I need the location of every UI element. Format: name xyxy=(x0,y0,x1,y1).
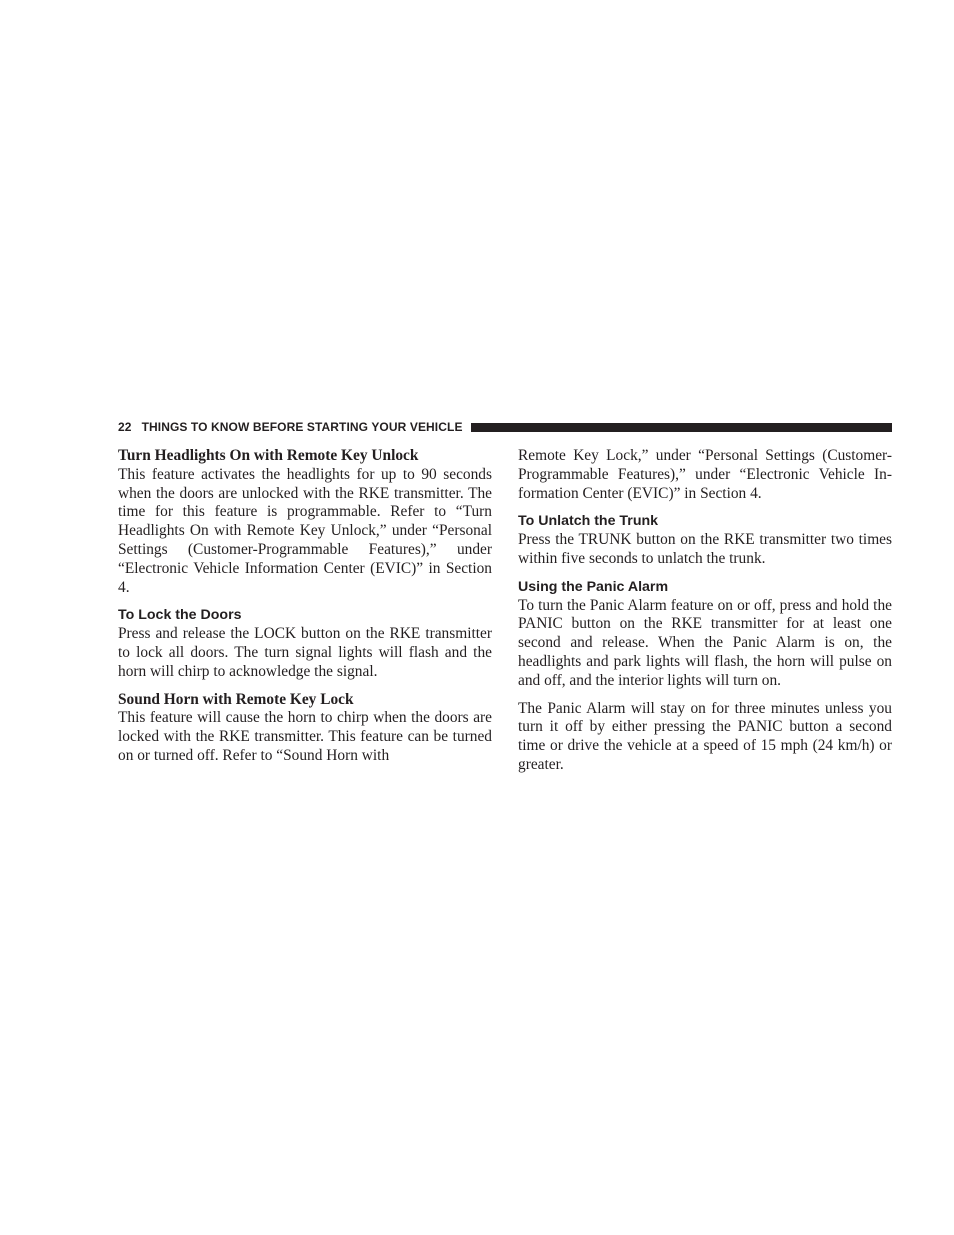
section-heading-panic-alarm: Using the Panic Alarm xyxy=(518,578,669,595)
paragraph-headlights: This feature activates the headlights for up to 90 seconds when the doors are unlocked with the RKE transmitter. The time for this feature is programmable. Refer to “Turn Headlights On with Remote Key Unlock,” under “Personal Settings (Customer-Programmable Features),” under “Electronic Vehicle Information Center (EVIC)” in Section 4. xyxy=(118,465,492,596)
left-column xyxy=(118,447,492,766)
paragraph-sound-horn: This feature will cause the horn to chirp when the doors are locked with the RKE transmitter. This feature can be turned on or turned off. Refer to “Sound Horn with xyxy=(118,709,492,764)
paragraph-panic-alarm-1: To turn the Panic Alarm feature on or off, press and hold the PANIC button on the RKE transmitter for at least one second and release. When the Panic Alarm is on, the headlights and park lights will flash, the horn will pulse on and off, and the interior lights will turn on. xyxy=(518,596,892,689)
right-column xyxy=(518,447,892,775)
header-rule xyxy=(471,423,892,432)
section-heading-lock-doors: To Lock the Doors xyxy=(118,607,242,624)
paragraph-lock-doors: Press and release the LOCK button on the RKE transmitter to lock all doors. The turn signal lights will flash and the horn will chirp to acknowledge the signal. xyxy=(118,625,492,680)
page-number: 22 xyxy=(118,420,132,434)
paragraph-panic-alarm-2: The Panic Alarm will stay on for three minutes unless you turn it off by either pressing the PANIC button a second time or drive the vehicle at a speed of 15 mph (24 km/h) or greater. xyxy=(518,699,892,773)
paragraph-unlatch-trunk: Press the TRUNK button on the RKE transmitter two times within five seconds to unlatch the trunk. xyxy=(518,531,892,567)
chapter-title: THINGS TO KNOW BEFORE STARTING YOUR VEHICLE xyxy=(141,420,463,434)
section-heading-headlights: Turn Headlights On with Remote Key Unlock xyxy=(118,447,419,464)
running-header xyxy=(118,419,892,435)
section-heading-unlatch-trunk: To Unlatch the Trunk xyxy=(518,513,659,530)
paragraph-sound-horn-continued: Remote Key Lock,” under “Personal Settings (Customer-Programmable Features),” under “Electronic Vehicle Information Center (EVIC)” in Section 4. xyxy=(518,447,892,502)
section-heading-sound-horn: Sound Horn with Remote Key Lock xyxy=(118,690,354,708)
